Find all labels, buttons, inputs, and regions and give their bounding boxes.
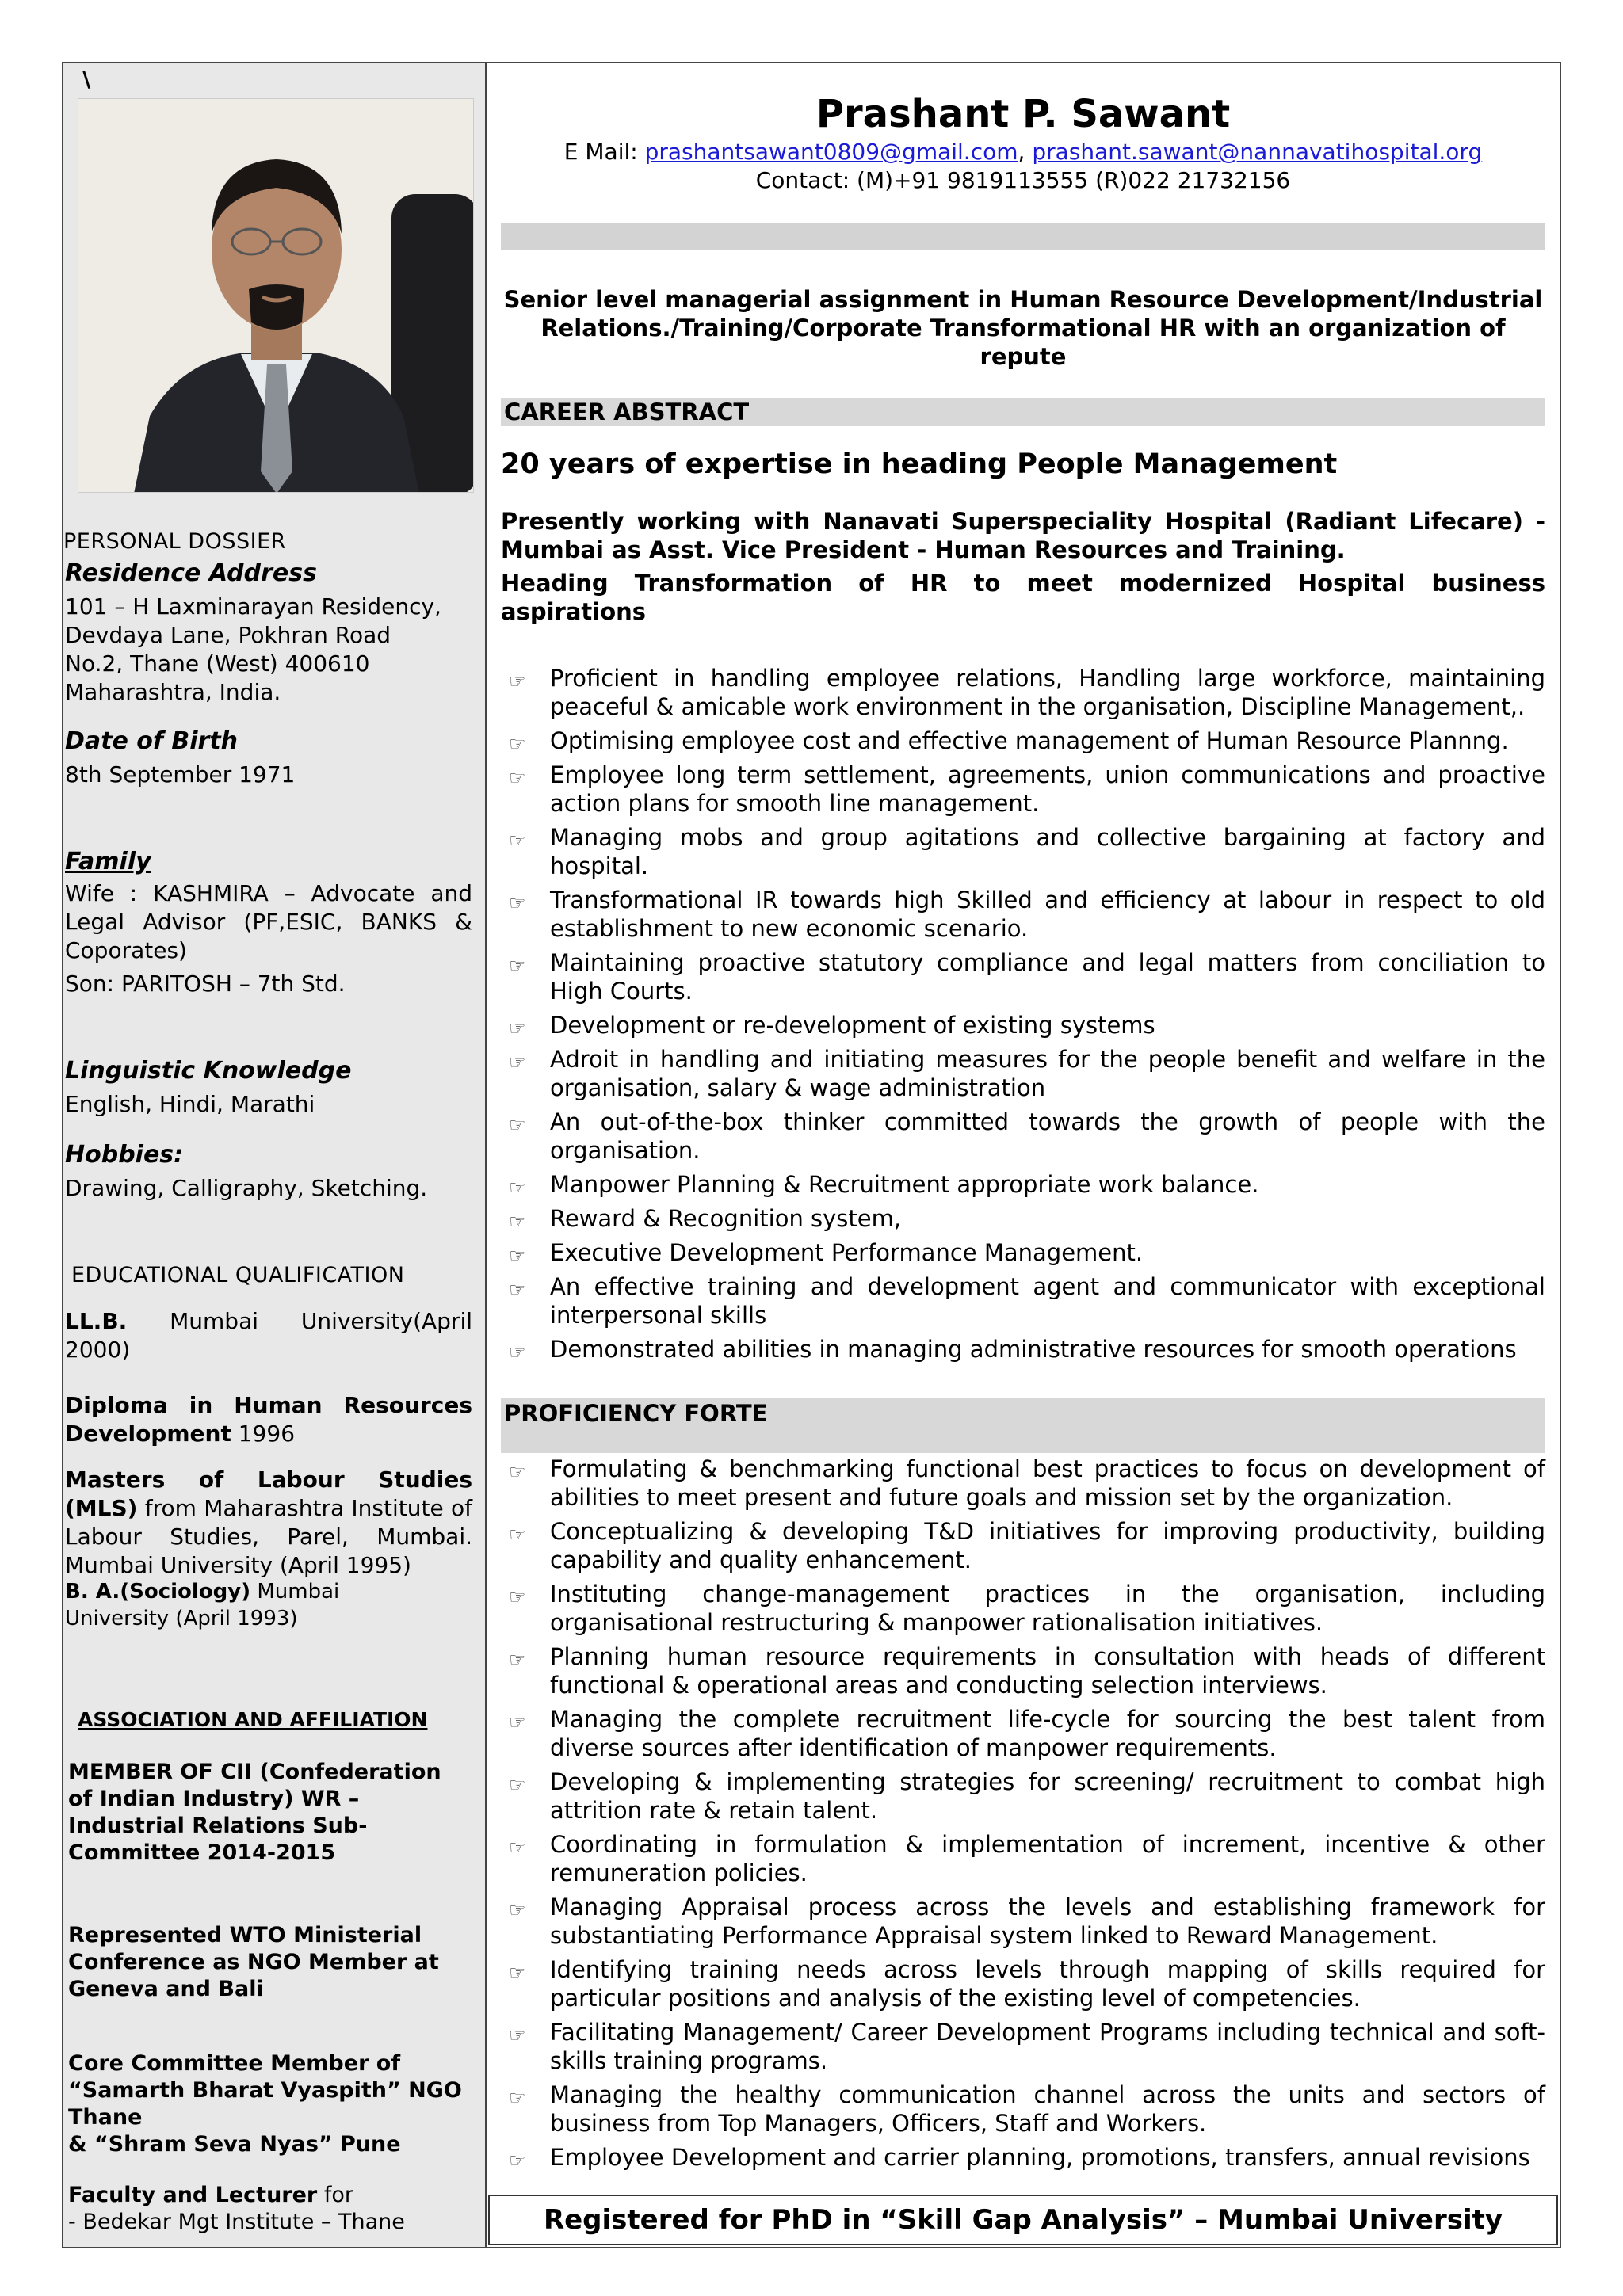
bullet-item bbox=[501, 1170, 1545, 1199]
edu-degree: Masters of Labour Studies (MLS) bbox=[65, 1466, 472, 1521]
hand-pointing-icon: ☞ bbox=[509, 1051, 526, 1074]
family-label: Family bbox=[65, 848, 151, 875]
bullet-item bbox=[501, 1045, 1545, 1102]
hand-pointing-icon: ☞ bbox=[509, 1711, 526, 1733]
bullet-text: Manpower Planning & Recruitment appropriate work balance. bbox=[550, 1171, 1259, 1198]
bullet-item bbox=[501, 1705, 1545, 1762]
family-son: Son: PARITOSH – 7th Std. bbox=[65, 971, 346, 997]
proficiency-list bbox=[501, 1455, 1545, 2177]
email-separator: , bbox=[1018, 139, 1033, 165]
corner-mark: \ bbox=[82, 66, 91, 92]
bullet-item bbox=[501, 664, 1545, 721]
bullet-item bbox=[501, 823, 1545, 880]
edu-detail: Mumbai University(April 2000) bbox=[65, 1308, 472, 1363]
hobbies-value: Drawing, Calligraphy, Sketching. bbox=[65, 1175, 428, 1201]
hand-pointing-icon: ☞ bbox=[509, 1899, 526, 1921]
hand-pointing-icon: ☞ bbox=[509, 2149, 526, 2172]
career-abstract-list bbox=[501, 664, 1545, 1369]
edu-diploma bbox=[65, 1391, 472, 1448]
bullet-text: Developing & implementing strategies for screening/ recruitment to combat high attrition rate & retain talent. bbox=[550, 1768, 1545, 1824]
edu-llb bbox=[65, 1307, 472, 1364]
bullet-text: Managing the healthy communication channel across the units and sectors of business from Top Managers, Officers, Staff and Workers. bbox=[550, 2081, 1545, 2137]
bullet-item bbox=[501, 1517, 1545, 1574]
bullet-item bbox=[501, 1580, 1545, 1637]
hand-pointing-icon: ☞ bbox=[509, 1461, 526, 1483]
bullet-text: Identifying training needs across levels through mapping of skills required for particular positions and analysis of the existing level of competencies. bbox=[550, 1956, 1545, 2012]
bullet-item bbox=[501, 1642, 1545, 1699]
bullet-text: Reward & Recognition system, bbox=[550, 1205, 902, 1232]
edu-detail: from Maharashtra Institute of Labour Studies, Parel, Mumbai. Mumbai University (April 1995) bbox=[65, 1495, 472, 1578]
career-headline: 20 years of expertise in heading People Management bbox=[501, 448, 1338, 480]
hand-pointing-icon: ☞ bbox=[509, 1114, 526, 1136]
hand-pointing-icon: ☞ bbox=[509, 1836, 526, 1859]
bullet-item bbox=[501, 1335, 1545, 1363]
personal-dossier-heading: PERSONAL DOSSIER bbox=[63, 529, 286, 554]
bullet-text: Conceptualizing & developing T&D initiatives for improving productivity, building capability and quality enhancement. bbox=[550, 1518, 1545, 1573]
edu-detail: 1996 bbox=[231, 1421, 296, 1447]
bullet-item bbox=[501, 2081, 1545, 2138]
bullet-item bbox=[501, 1768, 1545, 1825]
profile-photo bbox=[78, 98, 474, 493]
resume-frame bbox=[62, 62, 1561, 2248]
edu-mls bbox=[65, 1466, 472, 1580]
bullet-item bbox=[501, 1830, 1545, 1887]
faculty-for: for bbox=[317, 2183, 353, 2207]
residence-label: Residence Address bbox=[65, 559, 317, 587]
email-label: E Mail: bbox=[563, 139, 645, 165]
hand-pointing-icon: ☞ bbox=[509, 1341, 526, 1363]
bullet-item bbox=[501, 727, 1545, 755]
bullet-text: Development or re-development of existing systems bbox=[550, 1012, 1155, 1039]
bullet-text: Maintaining proactive statutory compliance and legal matters from conciliation to High Courts. bbox=[550, 949, 1545, 1005]
address-line: No.2, Thane (West) 400610 bbox=[65, 650, 370, 677]
career-abstract-heading: CAREER ABSTRACT bbox=[501, 398, 1545, 426]
faculty-label: Faculty and Lecturer bbox=[68, 2183, 318, 2207]
hand-pointing-icon: ☞ bbox=[509, 830, 526, 852]
assoc-line: & “Shram Seva Nyas” Pune bbox=[68, 2132, 401, 2157]
hand-pointing-icon: ☞ bbox=[509, 670, 526, 692]
header-divider bbox=[501, 223, 1545, 250]
faculty-item: - Bedekar Mgt Institute – Thane bbox=[68, 2210, 405, 2234]
hand-pointing-icon: ☞ bbox=[509, 955, 526, 977]
bullet-text: Transformational IR towards high Skilled and efficiency at labour in respect to old establishment to new economic scenario. bbox=[550, 887, 1545, 942]
hand-pointing-icon: ☞ bbox=[509, 1524, 526, 1546]
hand-pointing-icon: ☞ bbox=[509, 1017, 526, 1039]
bullet-item bbox=[501, 886, 1545, 943]
edu-degree: B. A.(Sociology) bbox=[65, 1580, 251, 1604]
main-content bbox=[487, 63, 1560, 2247]
assoc-core-committee bbox=[68, 2050, 472, 2158]
address-line: Devdaya Lane, Pokhran Road bbox=[65, 622, 391, 648]
hand-pointing-icon: ☞ bbox=[509, 1649, 526, 1671]
hand-pointing-icon: ☞ bbox=[509, 767, 526, 789]
candidate-name: Prashant P. Sawant bbox=[815, 92, 1231, 136]
edu-degree: LL.B. bbox=[65, 1308, 128, 1334]
present-position: Presently working with Nanavati Superspeciality Hospital (Radiant Lifecare) - Mumbai as Asst. Vice President - Human Resources and Training. bbox=[501, 508, 1545, 563]
hand-pointing-icon: ☞ bbox=[509, 1774, 526, 1796]
bullet-item bbox=[501, 1238, 1545, 1267]
bullet-text: Managing mobs and group agitations and collective bargaining at factory and hospital. bbox=[550, 824, 1545, 879]
assoc-line: Core Committee Member of “Samarth Bharat Vyaspith” NGO Thane bbox=[68, 2051, 462, 2130]
bullet-item bbox=[501, 761, 1545, 818]
proficiency-heading: PROFICIENCY FORTE bbox=[501, 1398, 1545, 1453]
bullet-item bbox=[501, 1893, 1545, 1950]
residence-address bbox=[65, 593, 441, 707]
dob-label: Date of Birth bbox=[65, 727, 239, 755]
education-heading: EDUCATIONAL QUALIFICATION bbox=[71, 1263, 405, 1287]
career-objective: Senior level managerial assignment in Human Resource Development/Industrial Relations./Training/Corporate Transformational HR with an organization of repute bbox=[503, 286, 1543, 370]
bullet-item bbox=[501, 1204, 1545, 1233]
dob-value: 8th September 1971 bbox=[65, 761, 296, 788]
bullet-text: Coordinating in formulation & implementation of increment, incentive & other remuneration policies. bbox=[550, 1831, 1545, 1886]
bullet-item bbox=[501, 1955, 1545, 2012]
family-wife: Wife : KASHMIRA – Advocate and Legal Advisor (PF,ESIC, BANKS & Coporates) bbox=[65, 880, 472, 963]
address-line: Maharashtra, India. bbox=[65, 679, 281, 705]
bullet-item bbox=[501, 2018, 1545, 2075]
hand-pointing-icon: ☞ bbox=[509, 1586, 526, 1608]
bullet-item bbox=[501, 2143, 1545, 2172]
bullet-text: Facilitating Management/ Career Development Programs including technical and soft-skills training programs. bbox=[550, 2019, 1545, 2074]
portrait-illustration bbox=[78, 99, 474, 493]
bullet-text: Demonstrated abilities in managing administrative resources for smooth operations bbox=[550, 1336, 1517, 1363]
bullet-text: Managing Appraisal process across the levels and establishing framework for substantiating Performance Appraisal system linked to Reward Management. bbox=[550, 1894, 1545, 1949]
linguistic-label: Linguistic Knowledge bbox=[65, 1057, 352, 1085]
bullet-item bbox=[501, 1272, 1545, 1329]
email-link-work[interactable]: prashant.sawant@nannavatihospital.org bbox=[1032, 139, 1483, 165]
hand-pointing-icon: ☞ bbox=[509, 2024, 526, 2046]
hand-pointing-icon: ☞ bbox=[509, 1177, 526, 1199]
bullet-text: Managing the complete recruitment life-cycle for sourcing the best talent from diverse sources after identification of manpower requirements. bbox=[550, 1706, 1545, 1761]
bullet-text: Planning human resource requirements in consultation with heads of different functional & operational areas and conducting selection interviews. bbox=[550, 1643, 1545, 1699]
hand-pointing-icon: ☞ bbox=[509, 1211, 526, 1233]
bullet-text: Instituting change-management practices in the organisation, including organisational restructuring & manpower rationalisation initiatives. bbox=[550, 1581, 1545, 1636]
phd-footer: Registered for PhD in “Skill Gap Analysis” – Mumbai University bbox=[488, 2195, 1558, 2245]
bullet-item bbox=[501, 1011, 1545, 1039]
hand-pointing-icon: ☞ bbox=[509, 2087, 526, 2109]
email-link-personal[interactable]: prashantsawant0809@gmail.com bbox=[644, 139, 1018, 165]
edu-detail: Mumbai University (April 1993) bbox=[65, 1580, 340, 1630]
bullet-text: Executive Development Performance Management. bbox=[550, 1239, 1144, 1266]
hobbies-label: Hobbies: bbox=[65, 1141, 184, 1169]
hand-pointing-icon: ☞ bbox=[509, 733, 526, 755]
transformation-statement: Heading Transformation of HR to meet modernized Hospital business aspirations bbox=[501, 570, 1545, 625]
edu-ba bbox=[65, 1578, 382, 1632]
association-heading: ASSOCIATION AND AFFILIATION bbox=[78, 1708, 428, 1731]
bullet-text: Adroit in handling and initiating measures for the people benefit and welfare in the organisation, salary & wage administration bbox=[550, 1046, 1545, 1101]
email-line bbox=[487, 138, 1560, 166]
hand-pointing-icon: ☞ bbox=[509, 1962, 526, 1984]
bullet-item bbox=[501, 948, 1545, 1005]
bullet-text: Formulating & benchmarking functional best practices to focus on development of abilities to meet present and future goals and mission set by the organization. bbox=[550, 1455, 1545, 1511]
hand-pointing-icon: ☞ bbox=[509, 892, 526, 914]
bullet-text: Employee long term settlement, agreements, union communications and proactive action plans for smooth line management. bbox=[550, 761, 1545, 817]
faculty bbox=[68, 2182, 405, 2236]
bullet-text: An out-of-the-box thinker committed towards the growth of people with the organisation. bbox=[550, 1108, 1545, 1164]
address-line: 101 – H Laxminarayan Residency, bbox=[65, 593, 441, 620]
edu-degree: Diploma in Human Resources Development bbox=[65, 1392, 472, 1447]
linguistic-value: English, Hindi, Marathi bbox=[65, 1091, 315, 1117]
bullet-text: Proficient in handling employee relations, Handling large workforce, maintaining peaceful & amicable work environment in the organisation, Discipline Management,. bbox=[550, 665, 1545, 720]
sidebar bbox=[63, 63, 487, 2247]
hand-pointing-icon: ☞ bbox=[509, 1279, 526, 1301]
assoc-wto: Represented WTO Ministerial Conference as NGO Member at Geneva and Bali bbox=[68, 1923, 439, 2001]
bullet-item bbox=[501, 1108, 1545, 1165]
bullet-text: Optimising employee cost and effective management of Human Resource Plannng. bbox=[550, 727, 1509, 754]
contact-line: Contact: (M)+91 9819113555 (R)022 21732156 bbox=[755, 167, 1291, 193]
assoc-cii: MEMBER OF CII (Confederation of Indian Industry) WR – Industrial Relations Sub-Committee 2014-2015 bbox=[68, 1760, 441, 1865]
bullet-item bbox=[501, 1455, 1545, 1512]
hand-pointing-icon: ☞ bbox=[509, 1245, 526, 1267]
bullet-text: An effective training and development agent and communicator with exceptional interpersonal skills bbox=[550, 1273, 1545, 1329]
bullet-text: Employee Development and carrier planning, promotions, transfers, annual revisions bbox=[550, 2144, 1530, 2171]
